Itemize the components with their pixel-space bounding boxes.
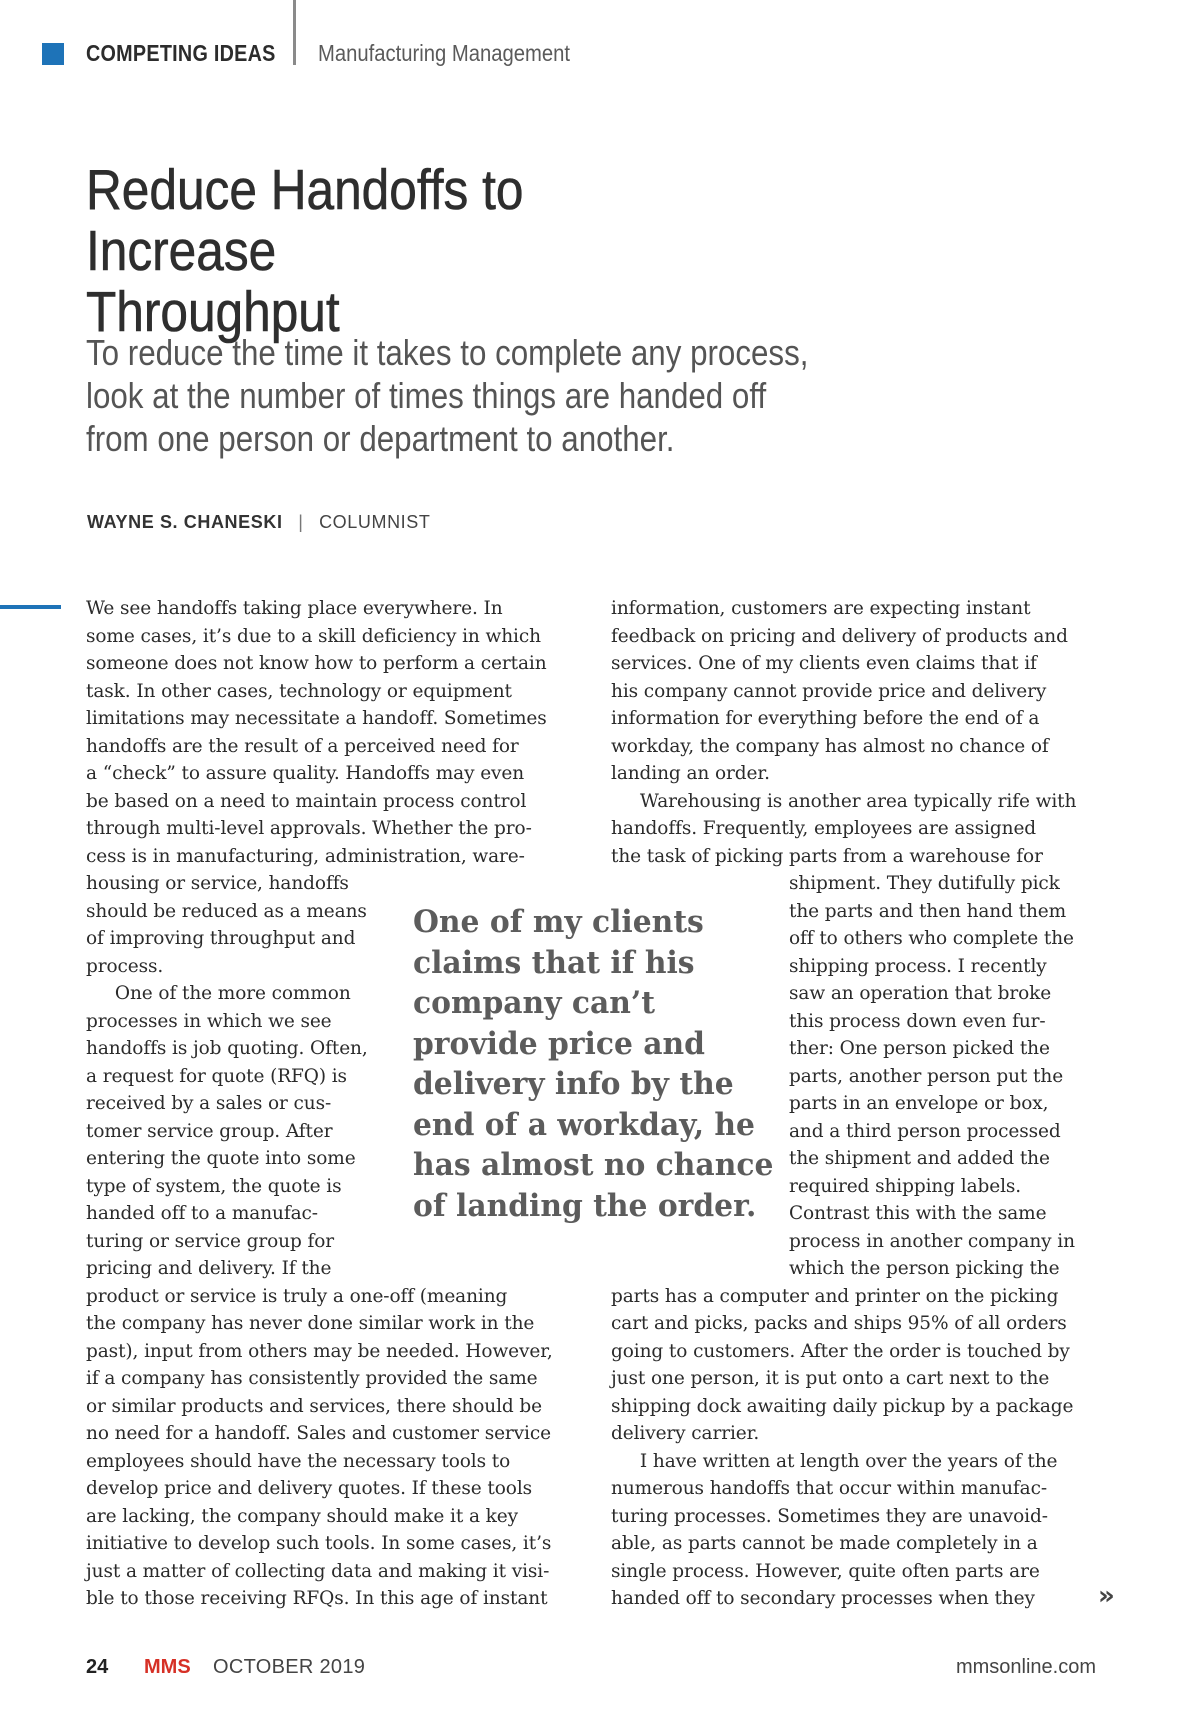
text-line: no need for a handoff. Sales and customer service (86, 1423, 551, 1444)
text-line: be based on a need to maintain process control (86, 790, 527, 812)
text-line: someone does not know how to perform a certain (86, 653, 547, 674)
text-line: if a company has consistently provided the same (86, 1368, 538, 1389)
text-line: information for everything before the end of a (611, 708, 1040, 729)
text-line: has almost no chance (413, 1147, 774, 1183)
byline (87, 512, 430, 533)
website-link[interactable]: mmsonline.com (955, 1656, 1096, 1678)
text-line: cart and picks, packs and ships 95% of all orders (611, 1313, 1067, 1334)
text-line: process in another company in (789, 1230, 1075, 1252)
text-line: the task of picking parts from a warehouse for (611, 845, 1043, 867)
text-line: off to others who complete the (789, 928, 1074, 949)
text-line: shipment. They dutifully pick (789, 873, 1060, 894)
text-line: which the person picking the (789, 1258, 1060, 1279)
text-line: past), input from others may be needed. However, (86, 1340, 553, 1362)
text-line: through multi-level approvals. Whether the pro- (86, 818, 532, 839)
text-line: going to customers. After the order is touched by (611, 1340, 1070, 1362)
text-line: Contrast this with the same (789, 1203, 1047, 1224)
header-divider (293, 0, 296, 65)
byline-separator: | (298, 512, 304, 532)
text-line: I have written at length over the years of the (611, 1450, 1058, 1472)
text-line: parts, another person put the (789, 1065, 1064, 1087)
text-line: the parts and then hand them (789, 900, 1067, 922)
text-line: are lacking, the company should make it a key (86, 1505, 518, 1527)
text-line: just one person, it is put onto a cart next to the (611, 1368, 1050, 1389)
text-line: handed off to secondary processes when they (611, 1588, 1035, 1609)
subsection-label: Manufacturing Management (318, 40, 571, 66)
text-line: housing or service, handoffs (86, 873, 349, 894)
text-line: task. In other cases, technology or equipment (86, 680, 512, 702)
text-line: landing an order. (611, 763, 770, 784)
text-line: product or service is truly a one-off (meaning (86, 1285, 508, 1307)
page-number: 24 (86, 1656, 109, 1678)
column-start-rule (0, 605, 61, 609)
text-line: a “check” to assure quality. Handoffs may even (86, 763, 525, 784)
article-dek (86, 331, 852, 460)
text-line: delivery info by the (413, 1066, 734, 1102)
text-line: tomer service group. After (86, 1120, 333, 1142)
text-line: pricing and delivery. If the (86, 1258, 332, 1279)
text-line: Warehousing is another area typically rife with (611, 790, 1077, 812)
text-line: required shipping labels. (789, 1175, 1022, 1197)
text-line: of landing the order. (413, 1187, 757, 1224)
double-chevron-right-icon: » (1098, 1581, 1115, 1611)
text-line: end of a workday, he (413, 1106, 755, 1143)
text-line: numerous handoffs that occur within manufac- (611, 1478, 1047, 1499)
text-line: shipping process. I recently (789, 955, 1047, 977)
text-line: processes in which we see (86, 1010, 332, 1032)
text-line: his company cannot provide price and delivery (611, 680, 1047, 702)
text-line: turing or service group for (86, 1230, 335, 1252)
text-line: ble to those receiving RFQs. In this age of instant (86, 1588, 548, 1609)
author-name: WAYNE S. CHANESKI (87, 512, 283, 532)
text-line: initiative to develop such tools. In some cases, it’s (86, 1533, 552, 1554)
text-line: handoffs. Frequently, employees are assigned (611, 818, 1037, 839)
text-line: We see handoffs taking place everywhere. In (86, 598, 503, 619)
text-line: able, as parts cannot be made completely in a (611, 1533, 1038, 1554)
text-line: employees should have the necessary tools to (86, 1450, 511, 1472)
text-line: just a matter of collecting data and making it visi- (86, 1560, 550, 1582)
section-label: COMPETING IDEAS (86, 40, 276, 66)
text-line: One of my clients (413, 904, 704, 940)
text-line: workday, the company has almost no chance of (611, 735, 1049, 757)
dek-line: look at the number of times things are handed off (86, 375, 767, 416)
text-line: handoffs is job quoting. Often, (86, 1038, 368, 1059)
text-line: provide price and (413, 1025, 705, 1062)
text-line: turing processes. Sometimes they are unavoid- (611, 1505, 1048, 1527)
text-line: type of system, the quote is (86, 1175, 342, 1197)
text-line: handed off to a manufac- (86, 1203, 318, 1224)
article-title (86, 160, 712, 343)
text-line: One of the more common (86, 983, 351, 1004)
text-line: services. One of my clients even claims that if (611, 653, 1037, 674)
text-line: of improving throughput and (86, 928, 356, 949)
magazine-brand: MMS (144, 1656, 191, 1678)
text-line: limitations may necessitate a handoff. Sometimes (86, 708, 547, 729)
text-line: delivery carrier. (611, 1423, 760, 1444)
text-line: the shipment and added the (789, 1148, 1050, 1169)
text-line: ther: One person picked the (789, 1038, 1050, 1059)
text-line: some cases, it’s due to a skill deficiency in which (86, 625, 541, 647)
text-line: and a third person processed (789, 1120, 1061, 1142)
pull-quote (413, 902, 774, 1226)
text-line: parts has a computer and printer on the picking (611, 1285, 1059, 1307)
text-line: single process. However, quite often parts are (611, 1560, 1040, 1582)
text-line: a request for quote (RFQ) is (86, 1065, 347, 1087)
text-line: entering the quote into some (86, 1148, 356, 1169)
text-line: feedback on pricing and delivery of products and (611, 625, 1068, 647)
text-line: or similar products and services, there should be (86, 1395, 543, 1417)
text-line: company can’t (413, 985, 655, 1021)
text-line: saw an operation that broke (789, 983, 1052, 1004)
text-line: claims that if his (413, 944, 695, 981)
section-color-square (42, 43, 64, 65)
article-title-line: Reduce Handoffs to Increase (86, 158, 524, 283)
text-line: this process down even fur- (789, 1010, 1046, 1032)
author-role: COLUMNIST (319, 512, 431, 532)
text-line: develop price and delivery quotes. If these tools (86, 1478, 533, 1499)
text-line: the company has never done similar work in the (86, 1313, 535, 1334)
text-line: received by a sales or cus- (86, 1093, 332, 1114)
dek-line: from one person or department to another. (86, 418, 675, 459)
text-line: information, customers are expecting instant (611, 598, 1031, 619)
text-line: cess is in manufacturing, administration, ware- (86, 845, 525, 867)
text-line: should be reduced as a means (86, 900, 367, 922)
text-line: shipping dock awaiting daily pickup by a package (611, 1395, 1074, 1417)
text-line: handoffs are the result of a perceived need for (86, 735, 519, 757)
text-line: parts in an envelope or box, (789, 1093, 1049, 1114)
text-line: process. (86, 955, 164, 977)
issue-date: OCTOBER 2019 (213, 1656, 366, 1678)
dek-line: To reduce the time it takes to complete any process, (86, 332, 809, 373)
article-title-line: Throughput (86, 280, 340, 344)
